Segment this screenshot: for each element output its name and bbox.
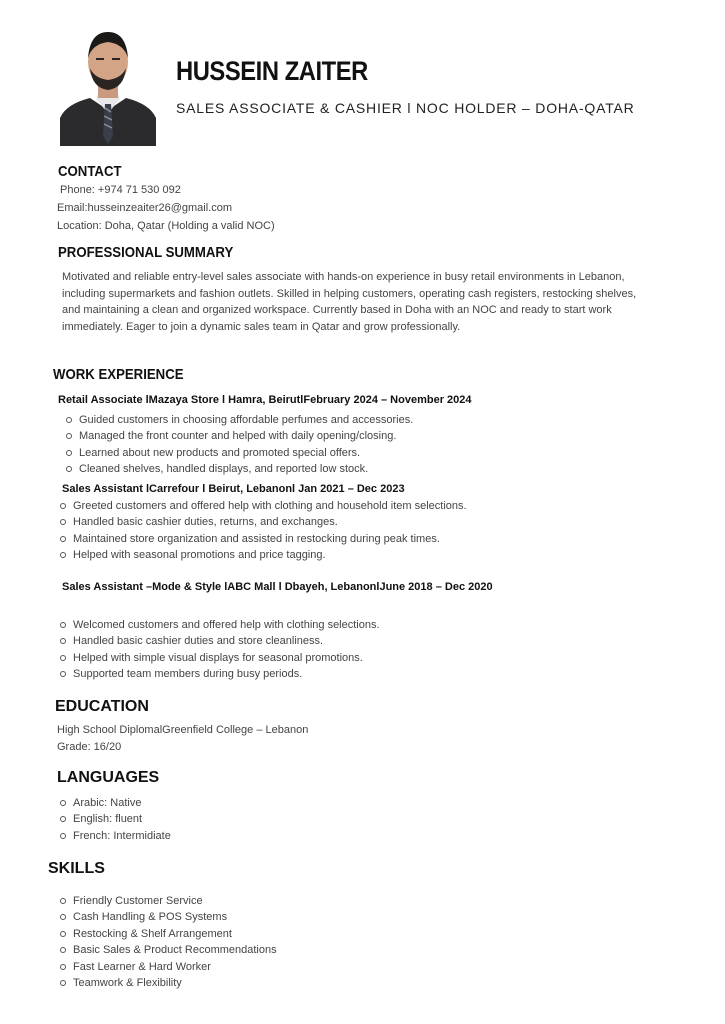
job-bullet: Helped with simple visual displays for seasonal promotions.	[58, 650, 380, 666]
language-item: Arabic: Native	[58, 795, 171, 811]
job-title: Sales Assistant lCarrefour l Beirut, Lebanonl Jan 2021 – Dec 2023	[62, 483, 405, 495]
job-bullet: Greeted customers and offered help with clothing and household item selections.	[58, 498, 467, 514]
skill-item: Basic Sales & Product Recommendations	[58, 942, 277, 958]
job-bullet-list	[58, 617, 380, 683]
skills-list	[58, 893, 277, 991]
summary-heading: PROFESSIONAL SUMMARY	[58, 244, 234, 261]
job-bullet: Learned about new products and promoted special offers.	[64, 445, 413, 461]
contact-phone: Phone: +974 71 530 092	[60, 184, 181, 196]
experience-heading: WORK EXPERIENCE	[53, 366, 184, 383]
job-bullet: Managed the front counter and helped with daily opening/closing.	[64, 428, 413, 444]
candidate-name: HUSSEIN ZAITER	[176, 56, 368, 86]
contact-email[interactable]: Email:husseinzeaiter26@gmail.com	[57, 202, 233, 214]
job-title: Sales Assistant –Mode & Style lABC Mall l Dbayeh, LebanonlJune 2018 – Dec 2020	[62, 581, 493, 593]
languages-heading: LANGUAGES	[57, 769, 160, 786]
job-bullet: Maintained store organization and assisted in restocking during peak times.	[58, 531, 467, 547]
skill-item: Friendly Customer Service	[58, 893, 277, 909]
job-title: Retail Associate lMazaya Store l Hamra, BeirutlFebruary 2024 – November 2024	[58, 394, 472, 406]
language-item: English: fluent	[58, 811, 171, 827]
skill-item: Cash Handling & POS Systems	[58, 909, 277, 925]
contact-location: Location: Doha, Qatar (Holding a valid NOC)	[57, 220, 275, 232]
job-bullet: Handled basic cashier duties, returns, and exchanges.	[58, 514, 467, 530]
language-item: French: Intermidiate	[58, 828, 171, 844]
education-grade: Grade: 16/20	[57, 741, 122, 753]
skill-item: Teamwork & Flexibility	[58, 975, 277, 991]
job-bullet-list	[64, 412, 413, 478]
education-school: High School DiplomalGreenfield College – Lebanon	[57, 724, 309, 736]
skill-item: Fast Learner & Hard Worker	[58, 959, 277, 975]
languages-list	[58, 795, 171, 844]
job-bullet: Supported team members during busy periods.	[58, 666, 380, 682]
skill-item: Restocking & Shelf Arrangement	[58, 926, 277, 942]
education-heading: EDUCATION	[55, 698, 149, 715]
contact-heading: CONTACT	[58, 163, 122, 180]
skills-heading: SKILLS	[48, 860, 105, 877]
job-bullet-list	[58, 498, 467, 564]
job-bullet: Welcomed customers and offered help with clothing selections.	[58, 617, 380, 633]
job-bullet: Cleaned shelves, handled displays, and reported low stock.	[64, 461, 413, 477]
job-bullet: Helped with seasonal promotions and price tagging.	[58, 547, 467, 563]
candidate-title: SALES ASSOCIATE & CASHIER l NOC HOLDER – DOHA-QATAR	[176, 100, 635, 116]
job-bullet: Guided customers in choosing affordable perfumes and accessories.	[64, 412, 413, 428]
portrait-image	[60, 18, 156, 146]
job-bullet: Handled basic cashier duties and store cleanliness.	[58, 633, 380, 649]
summary-text: Motivated and reliable entry-level sales associate with hands-on experience in busy retail environments in Lebanon, including supermarkets and fashion outlets. Skilled in helping customers, operating cash registers, restocking shelves, and maintaining a clean and organized workspace. Currently based in Doha with an NOC and ready to start work immediately. Eager to join a dynamic sales team in Qatar and grow professionally.	[62, 271, 637, 333]
profile-photo	[60, 18, 156, 146]
